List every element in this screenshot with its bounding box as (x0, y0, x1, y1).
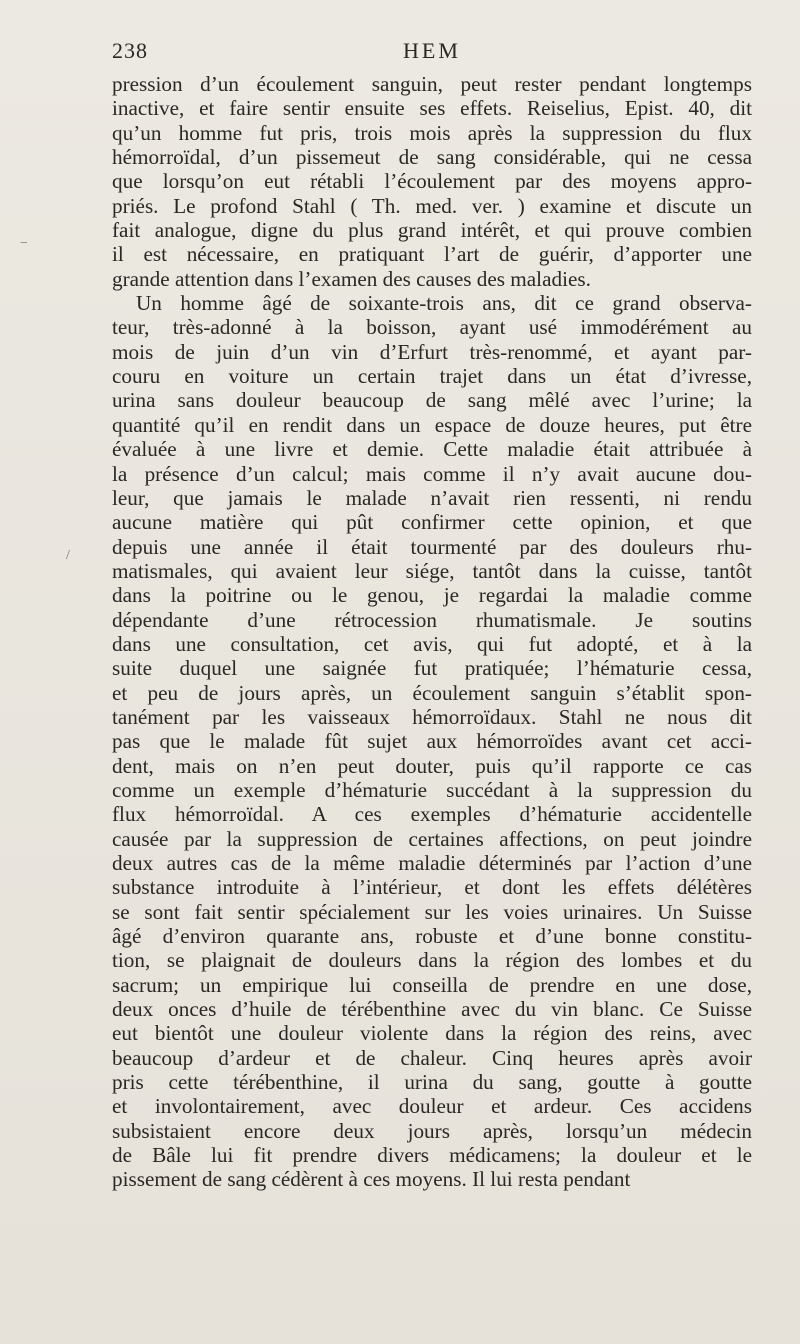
page-header (112, 38, 752, 68)
text-line: et peu de jours après, un écoulement sanguin s’établit spon- (112, 680, 752, 705)
paragraph (112, 72, 752, 291)
text-line: sacrum; un empirique lui conseilla de prendre en une dose, (112, 972, 752, 997)
text-line: tion, se plaignait de douleurs dans la région des lombes et du (112, 948, 752, 973)
running-head: HEM (403, 38, 461, 63)
text-line: de Bâle lui fit prendre divers médicamens; la douleur et le (112, 1143, 752, 1168)
text-line: matismales, qui avaient leur siége, tantôt dans la cuisse, tantôt (112, 558, 752, 583)
text-line: causée par la suppression de certaines affections, on peut joindre (112, 826, 752, 851)
text-line: mois de juin d’un vin d’Erfurt très-renommé, et ayant par- (112, 339, 752, 364)
text-line: couru en voiture un certain trajet dans un état d’ivresse, (112, 364, 752, 389)
text-line: eut bientôt une douleur violente dans la région des reins, avec (112, 1021, 752, 1046)
text-line: évaluée à une livre et demie. Cette maladie était attribuée à (112, 437, 752, 462)
text-line: dent, mais on n’en peut douter, puis qu’il rapporte ce cas (112, 753, 752, 778)
text-line: Un homme âgé de soixante-trois ans, dit ce grand observa- (136, 291, 752, 316)
text-line: suite duquel une saignée fut pratiquée; l’hématurie cessa, (112, 656, 752, 681)
text-line: hémorroïdal, d’un pissemeut de sang considérable, qui ne cessa (112, 145, 752, 170)
margin-mark: − (20, 236, 28, 251)
text-line: leur, que jamais le malade n’avait rien ressenti, ni rendu (112, 485, 752, 510)
text-line: deux autres cas de la même maladie déterminés par l’action d’une (112, 851, 752, 875)
text-line: priés. Le profond Stahl ( Th. med. ver. ) examine et discute un (112, 193, 752, 218)
text-line: flux hémorroïdal. A ces exemples d’hématurie accidentelle (112, 802, 752, 827)
text-line: se sont fait sentir spécialement sur les voies urinaires. Un Suisse (112, 899, 752, 924)
text-line: substance introduite à l’intérieur, et dont les effets délétères (112, 875, 752, 900)
text-line: beaucoup d’ardeur et de chaleur. Cinq heures après avoir (112, 1045, 752, 1070)
text-line: deux onces d’huile de térébenthine avec du vin blanc. Ce Suisse (112, 997, 752, 1022)
text-line: tanément par les vaisseaux hémorroïdaux. Stahl ne nous dit (112, 704, 752, 729)
text-line: il est nécessaire, en pratiquant l’art de guérir, d’apporter une (112, 242, 752, 267)
text-line: comme un exemple d’hématurie succédant à la suppression du (112, 777, 752, 802)
margin-mark: / (66, 548, 70, 563)
text-line: grande attention dans l’examen des causes des maladies. (112, 266, 591, 291)
text-line: dans la poitrine ou le genou, je regardai la maladie comme (112, 583, 752, 608)
text-line: subsistaient encore deux jours après, lorsqu’un médecin (112, 1118, 752, 1143)
text-line: pissement de sang cédèrent à ces moyens. Il lui resta pendant (112, 1167, 631, 1192)
text-line: la présence d’un calcul; mais comme il n’y avait aucune dou- (112, 461, 752, 486)
text-line: inactive, et faire sentir ensuite ses effets. Reiselius, Epist. 40, dit (112, 96, 752, 121)
text-line: pris cette térébenthine, il urina du sang, goutte à goutte (112, 1070, 752, 1095)
text-line: que lorsqu’on eut rétabli l’écoulement par des moyens appro- (112, 169, 752, 194)
text-line: âgé d’environ quarante ans, robuste et d’une bonne constitu- (112, 924, 752, 949)
text-line: depuis une année il était tourmenté par des douleurs rhu- (112, 534, 752, 559)
text-line: urina sans douleur beaucoup de sang mêlé avec l’urine; la (112, 388, 752, 413)
text-line: et involontairement, avec douleur et ardeur. Ces accidens (112, 1094, 752, 1119)
text-line: dépendante d’une rétrocession rhumatismale. Je soutins (112, 607, 752, 632)
text-line: pas que le malade fût sujet aux hémorroïdes avant cet acci- (112, 729, 752, 754)
paragraph (112, 291, 752, 1192)
page-number: 238 (112, 38, 148, 63)
text-line: quantité qu’il en rendit dans un espace de douze heures, put être (112, 412, 752, 437)
text-line: aucune matière qui pût confirmer cette opinion, et que (112, 510, 752, 535)
text-line: fait analogue, digne du plus grand intérêt, et qui prouve combien (112, 218, 752, 243)
body-text (112, 72, 752, 1192)
text-line: teur, très-adonné à la boisson, ayant usé immodérément au (112, 315, 752, 340)
text-line: pression d’un écoulement sanguin, peut rester pendant longtemps (112, 72, 752, 96)
text-line: qu’un homme fut pris, trois mois après la suppression du flux (112, 120, 752, 145)
text-line: dans une consultation, cet avis, qui fut adopté, et à la (112, 631, 752, 656)
